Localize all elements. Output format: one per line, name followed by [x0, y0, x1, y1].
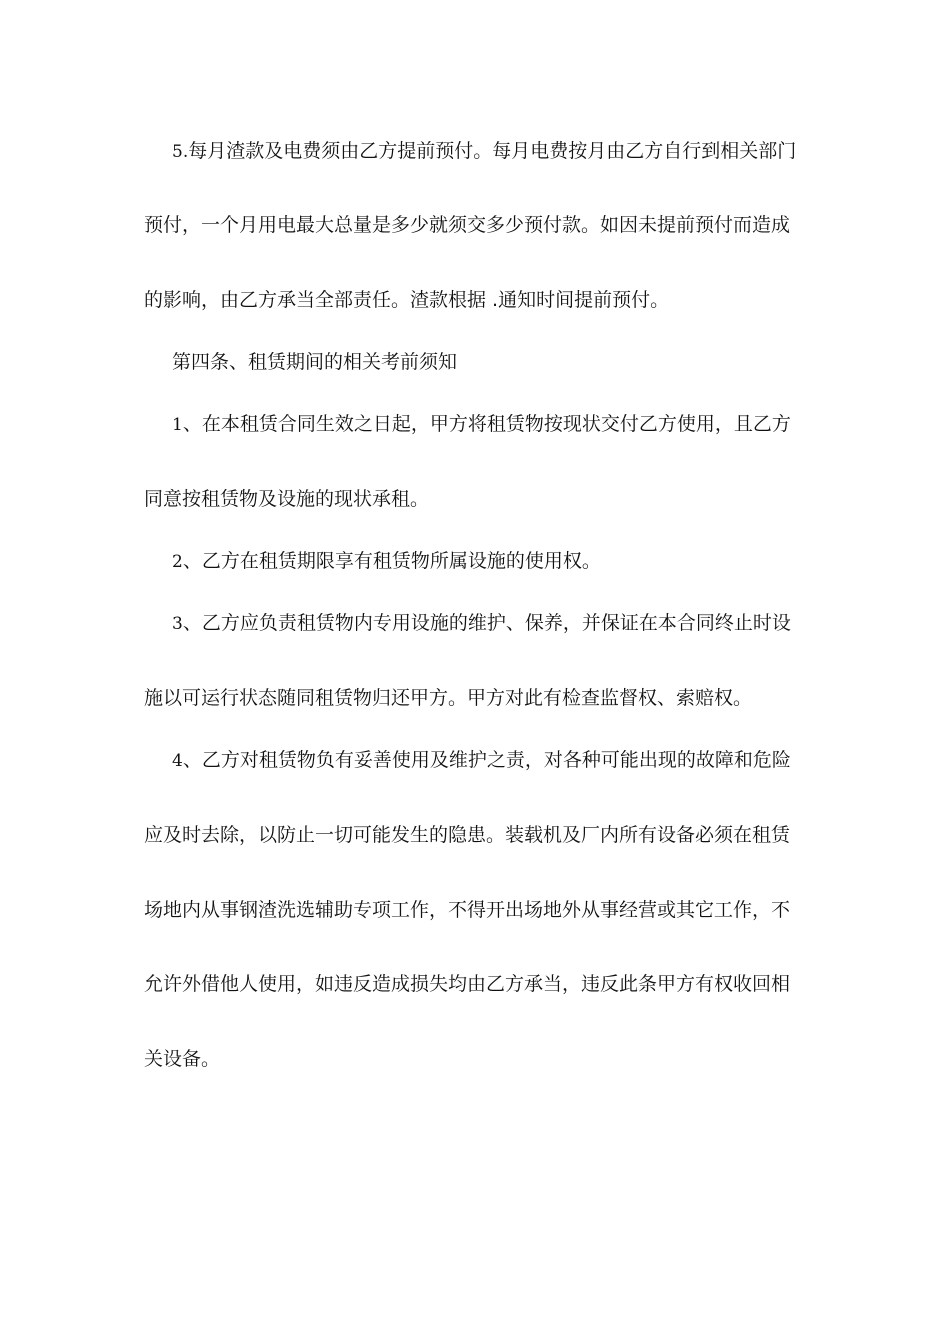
line-text: 同意按租赁物及设施的现状承租。: [144, 488, 430, 510]
line-text: 施以可运行状态随同租赁物归还甲方。甲方对此有检查监督权、索赔权。: [144, 687, 753, 709]
item-1-line-2: [144, 486, 804, 512]
line-text: 应及时去除，以防止一切可能发生的隐患。装载机及厂内所有设备必须在租赁: [144, 824, 791, 846]
line-text: 的影响，由乙方承当全部责任。渣款根据 .通知时间提前预付。: [144, 289, 670, 311]
item-4-line-2: [144, 822, 804, 848]
paragraph-5-line-1: [172, 138, 802, 165]
paragraph-5-line-3: [144, 287, 804, 313]
item-number: 2: [172, 552, 183, 572]
item-3-line-1: [172, 610, 802, 637]
item-4-line-3: [144, 897, 804, 923]
item-4-line-5: [144, 1046, 804, 1072]
item-4-line-4: [144, 971, 804, 997]
item-2-line-1: [172, 548, 802, 575]
section-heading: [172, 349, 802, 375]
line-text: 、乙方对租赁物负有妥善使用及维护之责，对各种可能出现的故障和危险: [182, 749, 791, 771]
paragraph-5-line-2: [144, 212, 804, 238]
line-text: 、在本租赁合同生效之日起，甲方将租赁物按现状交付乙方使用，且乙方: [182, 413, 791, 435]
line-text: 场地内从事钢渣洗选辅助专项工作，不得开出场地外从事经营或其它工作，不: [144, 899, 791, 921]
line-text: 、乙方在租赁期限享有租赁物所属设施的使用权。: [182, 550, 601, 572]
item-1-line-1: [172, 411, 802, 438]
line-text: 预付，一个月用电最大总量是多少就须交多少预付款。如因未提前预付而造成: [144, 214, 791, 236]
line-text: 允许外借他人使用，如违反造成损失均由乙方承当，违反此条甲方有权收回相: [144, 973, 791, 995]
line-text: 、乙方应负责租赁物内专用设施的维护、保养，并保证在本合同终止时设: [182, 612, 791, 634]
item-number: 3: [172, 614, 183, 634]
item-3-line-2: [144, 685, 804, 711]
line-text: 关设备。: [144, 1048, 221, 1070]
item-number: 5.: [172, 142, 189, 162]
item-number: 1: [172, 415, 183, 435]
item-number: 4: [172, 751, 183, 771]
line-text: 每月渣款及电费须由乙方提前预付。每月电费按月由乙方自行到相关部门: [188, 140, 797, 162]
heading-text: 第四条、租赁期间的相关考前须知: [172, 351, 458, 373]
item-4-line-1: [172, 747, 802, 774]
